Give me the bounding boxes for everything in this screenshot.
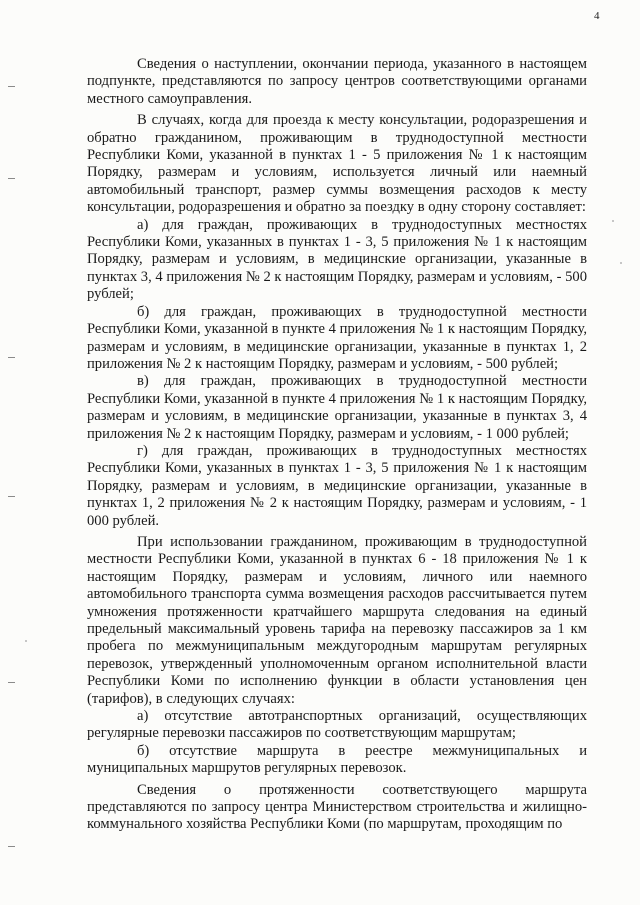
body-text bbox=[87, 56, 587, 834]
scan-speckle bbox=[620, 262, 622, 264]
paragraph: При использовании гражданином, проживающим в труднодоступной местности Республики Коми, указанной в пунктах 6 - 18 приложения № 1 к настоящим Порядку, размерам и условиям, личного или наемного автомобильного транспорта сумма возмещения расходов рассчитывается путем умножения протяженности кратчайшего маршрута следования на единый предельный максимальный уровень тарифа на перевозку пассажиров за 1 км пробега по межмуниципальным междугородным маршрутам регулярных перевозок, утвержденный уполномоченным органом исполнительной власти Республики Коми по исполнению функции в области установления цен (тарифов), в следующих случаях: bbox=[87, 533, 587, 707]
paragraph: В случаях, когда для проезда к месту консультации, родоразрешения и обратно гражданином, проживающим в труднодоступной местности Республики Коми, указанной в пунктах 1 - 5 приложения № 1 к настоящим Порядку, размерам и условиям, используется личный или наемный автомобильный транспорт, размер суммы возмещения расходов к месту консультации, родоразрешения и обратно за поездку в одну сторону составляет: bbox=[87, 112, 587, 216]
margin-mark bbox=[8, 178, 15, 179]
margin-mark bbox=[8, 682, 15, 683]
paragraph: Сведения о протяженности соответствующего маршрута представляются по запросу центра Министерством строительства и жилищно-коммунального хозяйства Республики Коми (по маршрутам, проходящим по bbox=[87, 781, 587, 833]
paragraph: в) для граждан, проживающих в труднодоступной местности Республики Коми, указанной в пункте 4 приложения № 1 к настоящим Порядку, размерам и условиям, в медицинские организации, указанные в пунктах 3, 4 приложения № 2 к настоящим Порядку, размерам и условиям, - 1 000 рублей; bbox=[87, 373, 587, 442]
paragraph: б) для граждан, проживающих в труднодоступной местности Республики Коми, указанной в пункте 4 приложения № 1 к настоящим Порядку, размерам и условиям, в медицинские организации, указанные в пунктах 1, 2 приложения № 2 к настоящим Порядку, размерам и условиям, - 500 рублей; bbox=[87, 303, 587, 372]
paragraph: г) для граждан, проживающих в труднодоступных местностях Республики Коми, указанных в пунктах 1 - 3, 5 приложения № 1 к настоящим Порядку, размерам и условиям, в медицинские организации, указанные в пунктах 1, 2 приложения № 2 к настоящим Порядку, размерам и условиям, - 1 000 рублей. bbox=[87, 442, 587, 529]
margin-mark bbox=[8, 496, 15, 497]
paragraph: а) отсутствие автотранспортных организаций, осуществляющих регулярные перевозки пассажиров по соответствующим маршрутам; bbox=[87, 708, 587, 742]
margin-mark bbox=[8, 846, 15, 847]
margin-mark bbox=[8, 86, 15, 87]
margin-mark bbox=[8, 357, 15, 358]
paragraph: Сведения о наступлении, окончании периода, указанного в настоящем подпункте, представляются по запросу центров соответствующими органами местного самоуправления. bbox=[87, 56, 587, 107]
page-number: 4 bbox=[594, 10, 600, 22]
paragraph: а) для граждан, проживающих в труднодоступных местностях Республики Коми, указанных в пунктах 1 - 3, 5 приложения № 1 к настоящим Порядку, размерам и условиям, в медицинские организации, указанные в пунктах 3, 4 приложения № 2 к настоящим Порядку, размерам и условиям, - 500 рублей; bbox=[87, 216, 587, 303]
paragraph: б) отсутствие маршрута в реестре межмуниципальных и муниципальных маршрутов регулярных перевозок. bbox=[87, 742, 587, 777]
scan-speckle bbox=[612, 220, 614, 222]
scan-speckle bbox=[25, 640, 27, 642]
